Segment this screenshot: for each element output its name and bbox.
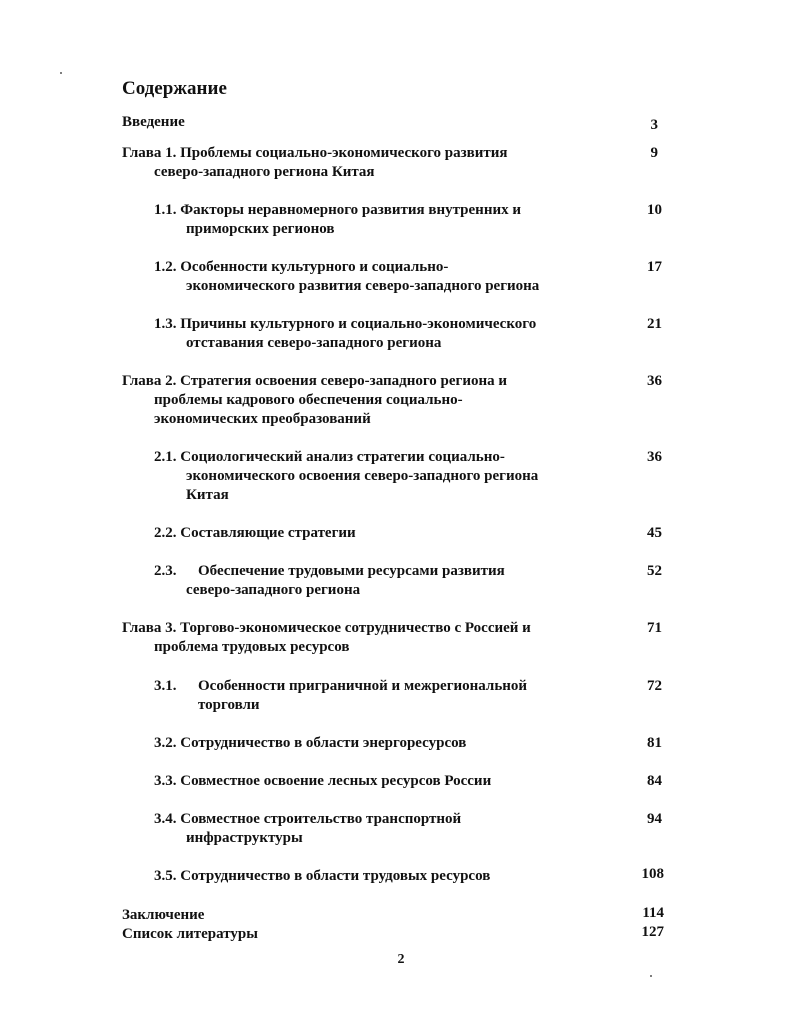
toc-page-section-1-2: 17	[647, 259, 662, 275]
toc-entry-section-2-1: 2.1. Социологический анализ стратегии социально-	[154, 449, 505, 465]
toc-entry-section-1-2: 1.2. Особенности культурного и социально-	[154, 259, 449, 275]
toc-page-conclusion: 114	[642, 905, 664, 921]
toc-entry-chapter-1-cont: северо-западного региона Китая	[154, 164, 375, 180]
toc-entry-section-3-2: 3.2. Сотрудничество в области энергоресурсов	[154, 735, 467, 751]
toc-entry-chapter-2-cont-2: экономических преобразований	[154, 411, 371, 427]
page-title: Содержание	[122, 78, 227, 99]
toc-entry-section-2-1-cont: экономического освоения северо-западного региона	[186, 468, 539, 484]
toc-entry-section-2-3-number: 2.3.	[154, 563, 177, 579]
toc-entry-section-2-3: Обеспечение трудовыми ресурсами развития	[198, 563, 505, 579]
toc-page-section-3-5: 108	[641, 866, 664, 882]
toc-entry-section-1-2-cont: экономического развития северо-западного региона	[186, 278, 540, 294]
toc-entry-section-1-1-cont: приморских регионов	[186, 221, 335, 237]
toc-page-section-3-2: 81	[647, 735, 662, 751]
toc-page-section-2-1: 36	[647, 449, 662, 465]
toc-page-bibliography: 127	[641, 924, 664, 940]
toc-entry-section-2-2: 2.2. Составляющие стратегии	[154, 525, 356, 541]
toc-entry-section-1-3: 1.3. Причины культурного и социально-экономического	[154, 316, 537, 332]
toc-page-section-3-4: 94	[647, 811, 662, 827]
scan-speck	[650, 975, 652, 977]
toc-entry-section-2-3-cont: северо-западного региона	[186, 582, 361, 598]
scan-speck	[60, 72, 62, 74]
toc-entry-chapter-2: Глава 2. Стратегия освоения северо-западного региона и	[122, 373, 508, 389]
toc-entry-bibliography: Список литературы	[122, 926, 258, 942]
toc-page-chapter-2: 36	[647, 373, 662, 389]
toc-entry-section-3-1: Особенности приграничной и межрегиональной	[198, 678, 528, 694]
toc-page-section-1-1: 10	[647, 202, 662, 218]
toc-entry-chapter-3: Глава 3. Торгово-экономическое сотрудничество с Россией и	[122, 620, 531, 636]
toc-entry-conclusion: Заключение	[122, 907, 205, 923]
toc-page-introduction: 3	[650, 117, 658, 133]
toc-entry-section-3-3: 3.3. Совместное освоение лесных ресурсов России	[154, 773, 492, 789]
toc-page-section-2-3: 52	[647, 563, 662, 579]
page-number: 2	[397, 952, 405, 967]
toc-page-section-1-3: 21	[647, 316, 662, 332]
toc-entry-introduction: Введение	[122, 114, 185, 130]
toc-entry-section-3-1-cont: торговли	[198, 697, 260, 713]
toc-entry-section-3-1-number: 3.1.	[154, 678, 177, 694]
toc-entry-chapter-3-cont: проблема трудовых ресурсов	[154, 639, 350, 655]
toc-page-section-3-1: 72	[647, 678, 662, 694]
toc-page-chapter-3: 71	[647, 620, 662, 636]
toc-entry-section-3-5: 3.5. Сотрудничество в области трудовых ресурсов	[154, 868, 491, 884]
toc-entry-chapter-1: Глава 1. Проблемы социально-экономического развития	[122, 145, 508, 161]
toc-page-section-2-2: 45	[647, 525, 662, 541]
toc-page-section-3-3: 84	[647, 773, 662, 789]
toc-entry-section-2-1-cont-2: Китая	[186, 487, 229, 503]
toc-page-chapter-1: 9	[650, 145, 658, 161]
toc-entry-chapter-2-cont: проблемы кадрового обеспечения социально-	[154, 392, 463, 408]
toc-entry-section-1-1: 1.1. Факторы неравномерного развития внутренних и	[154, 202, 522, 218]
toc-entry-section-1-3-cont: отставания северо-западного региона	[186, 335, 442, 351]
toc-entry-section-3-4-cont: инфраструктуры	[186, 830, 303, 846]
toc-entry-section-3-4: 3.4. Совместное строительство транспортной	[154, 811, 462, 827]
